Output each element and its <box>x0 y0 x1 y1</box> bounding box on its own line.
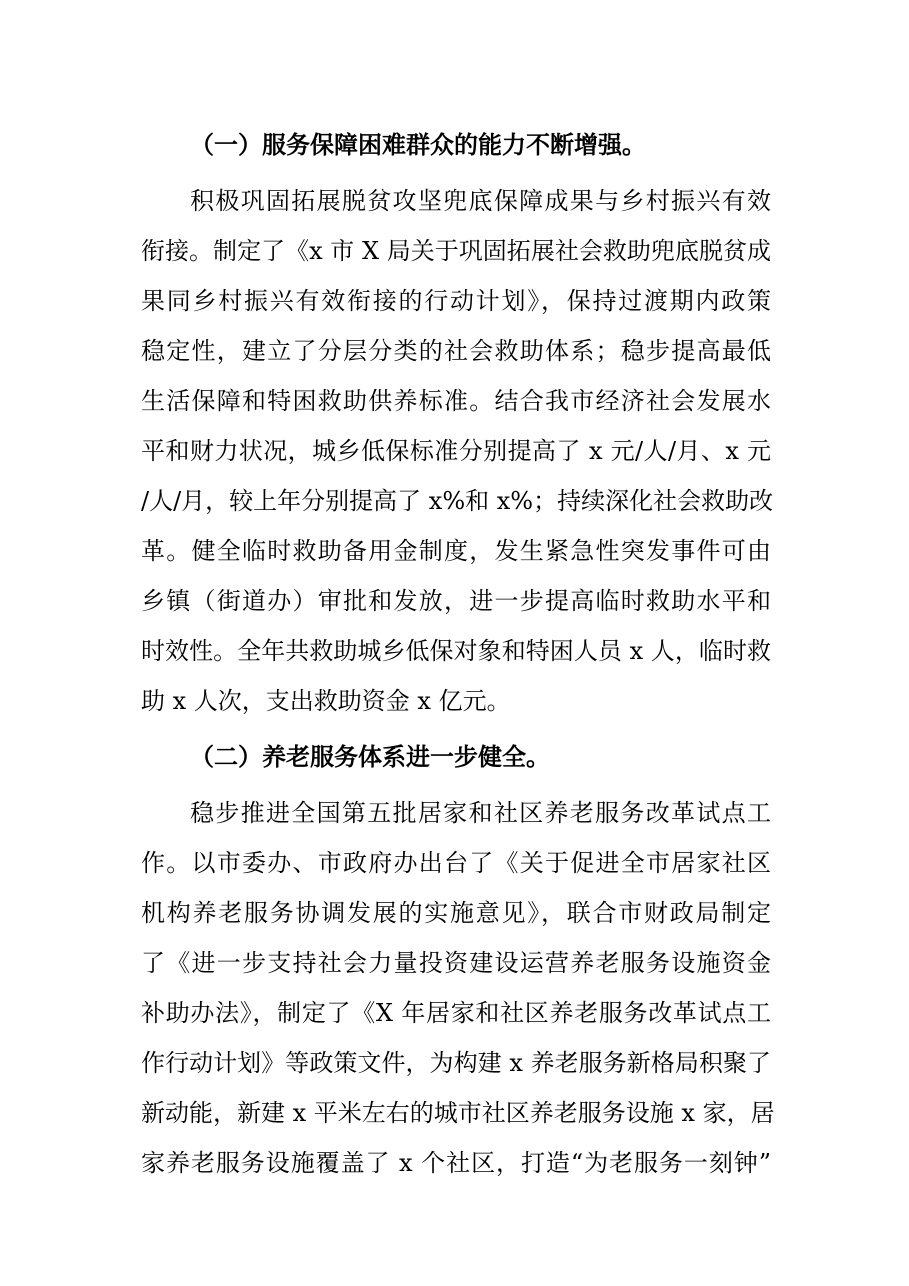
paragraph-line: 家养老服务设施覆盖了 x 个社区，打造“为老服务一刻钟” <box>141 1149 771 1177</box>
paragraph-line: 革。健全临时救助备用金制度，发生紧急性突发事件可由 <box>141 537 771 565</box>
paragraph-line: 果同乡村振兴有效衔接的行动计划》，保持过渡期内政策 <box>141 287 771 315</box>
paragraph-line: 机构养老服务协调发展的实施意见》，联合市财政局制定 <box>141 899 771 927</box>
paragraph-line: 作行动计划》等政策文件，为构建 x 养老服务新格局积聚了 <box>141 1049 771 1077</box>
paragraph-line: 乡镇（街道办）审批和发放，进一步提高临时救助水平和 <box>141 587 771 615</box>
paragraph-line: 作。以市委办、市政府办出台了《关于促进全市居家社区 <box>141 849 771 877</box>
paragraph-line: 平和财力状况，城乡低保标准分别提高了 x 元/人/月、x 元 <box>141 437 771 465</box>
paragraph-line: 补助办法》，制定了《X 年居家和社区养老服务改革试点工 <box>141 999 771 1027</box>
paragraph-line: /人/月，较上年分别提高了 x%和 x%；持续深化社会救助改 <box>141 487 774 515</box>
paragraph-line: 衔接。制定了《x 市 X 局关于巩固拓展社会救助兜底脱贫成 <box>141 237 771 265</box>
paragraph-line: 新动能，新建 x 平米左右的城市社区养老服务设施 x 家，居 <box>141 1099 775 1127</box>
paragraph-line: 时效性。全年共救助城乡低保对象和特困人员 x 人，临时救 <box>141 637 771 665</box>
paragraph-line: 积极巩固拓展脱贫攻坚兜底保障成果与乡村振兴有效 <box>190 187 771 215</box>
section-heading-2: （二）养老服务体系进一步健全。 <box>190 743 550 771</box>
paragraph-line: 稳定性，建立了分层分类的社会救助体系；稳步提高最低 <box>141 337 771 365</box>
section-heading-1: （一）服务保障困难群众的能力不断增强。 <box>190 131 646 159</box>
paragraph-line: 生活保障和特困救助供养标准。结合我市经济社会发展水 <box>141 387 771 415</box>
paragraph-line: 稳步推进全国第五批居家和社区养老服务改革试点工 <box>190 799 771 827</box>
paragraph-line: 助 x 人次，支出救助资金 x 亿元。 <box>141 687 511 715</box>
paragraph-line: 了《进一步支持社会力量投资建设运营养老服务设施资金 <box>141 949 771 977</box>
